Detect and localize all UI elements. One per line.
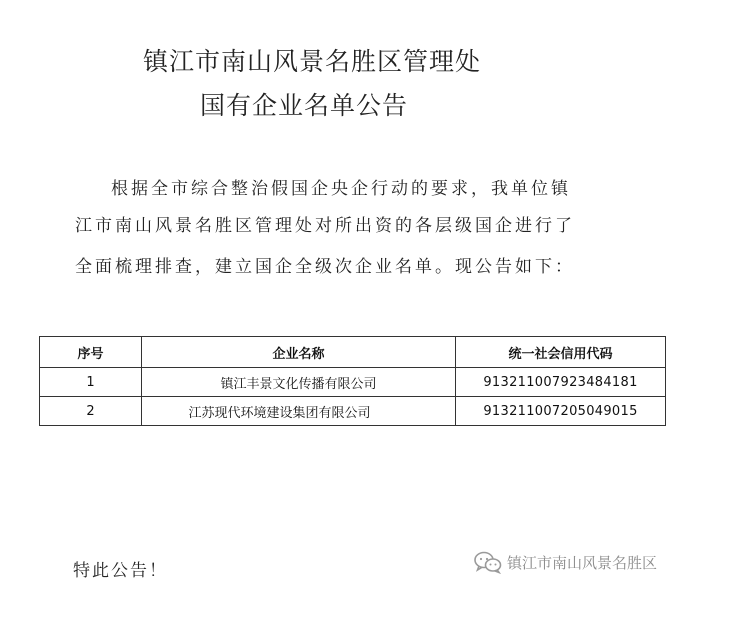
enterprise-list-table xyxy=(39,336,666,426)
header-index: 序号 xyxy=(40,337,142,368)
body-text-line-1: 根据全市综合整治假国企央企行动的要求，我单位镇 xyxy=(111,179,571,199)
notice-title-line-2: 国有企业名单公告 xyxy=(200,91,409,120)
notice-title-line-1: 镇江市南山风景名胜区管理处 xyxy=(143,47,482,76)
wechat-icon xyxy=(473,550,503,574)
row-enterprise-name: 镇江丰景文化传播有限公司 xyxy=(142,368,456,397)
header-credit-code: 统一社会信用代码 xyxy=(456,337,666,368)
body-text-line-3: 全面梳理排查，建立国企全级次企业名单。现公告如下： xyxy=(75,257,575,277)
row-enterprise-name: 江苏现代环境建设集团有限公司 xyxy=(142,397,456,426)
row-index: 2 xyxy=(40,397,142,426)
watermark-text: 镇江市南山风景名胜区 xyxy=(507,553,658,572)
row-index: 1 xyxy=(40,368,142,397)
wechat-watermark xyxy=(473,550,657,574)
row-credit-code: 913211007923484181 xyxy=(456,368,666,397)
row-credit-code: 913211007205049015 xyxy=(456,397,666,426)
body-text-line-2: 江市南山风景名胜区管理处对所出资的各层级国企进行了 xyxy=(75,216,575,236)
table-row xyxy=(40,368,666,397)
header-enterprise-name: 企业名称 xyxy=(142,337,456,368)
closing-text: 特此公告！ xyxy=(73,561,168,581)
table-header-row xyxy=(40,337,666,368)
table-row xyxy=(40,397,666,426)
